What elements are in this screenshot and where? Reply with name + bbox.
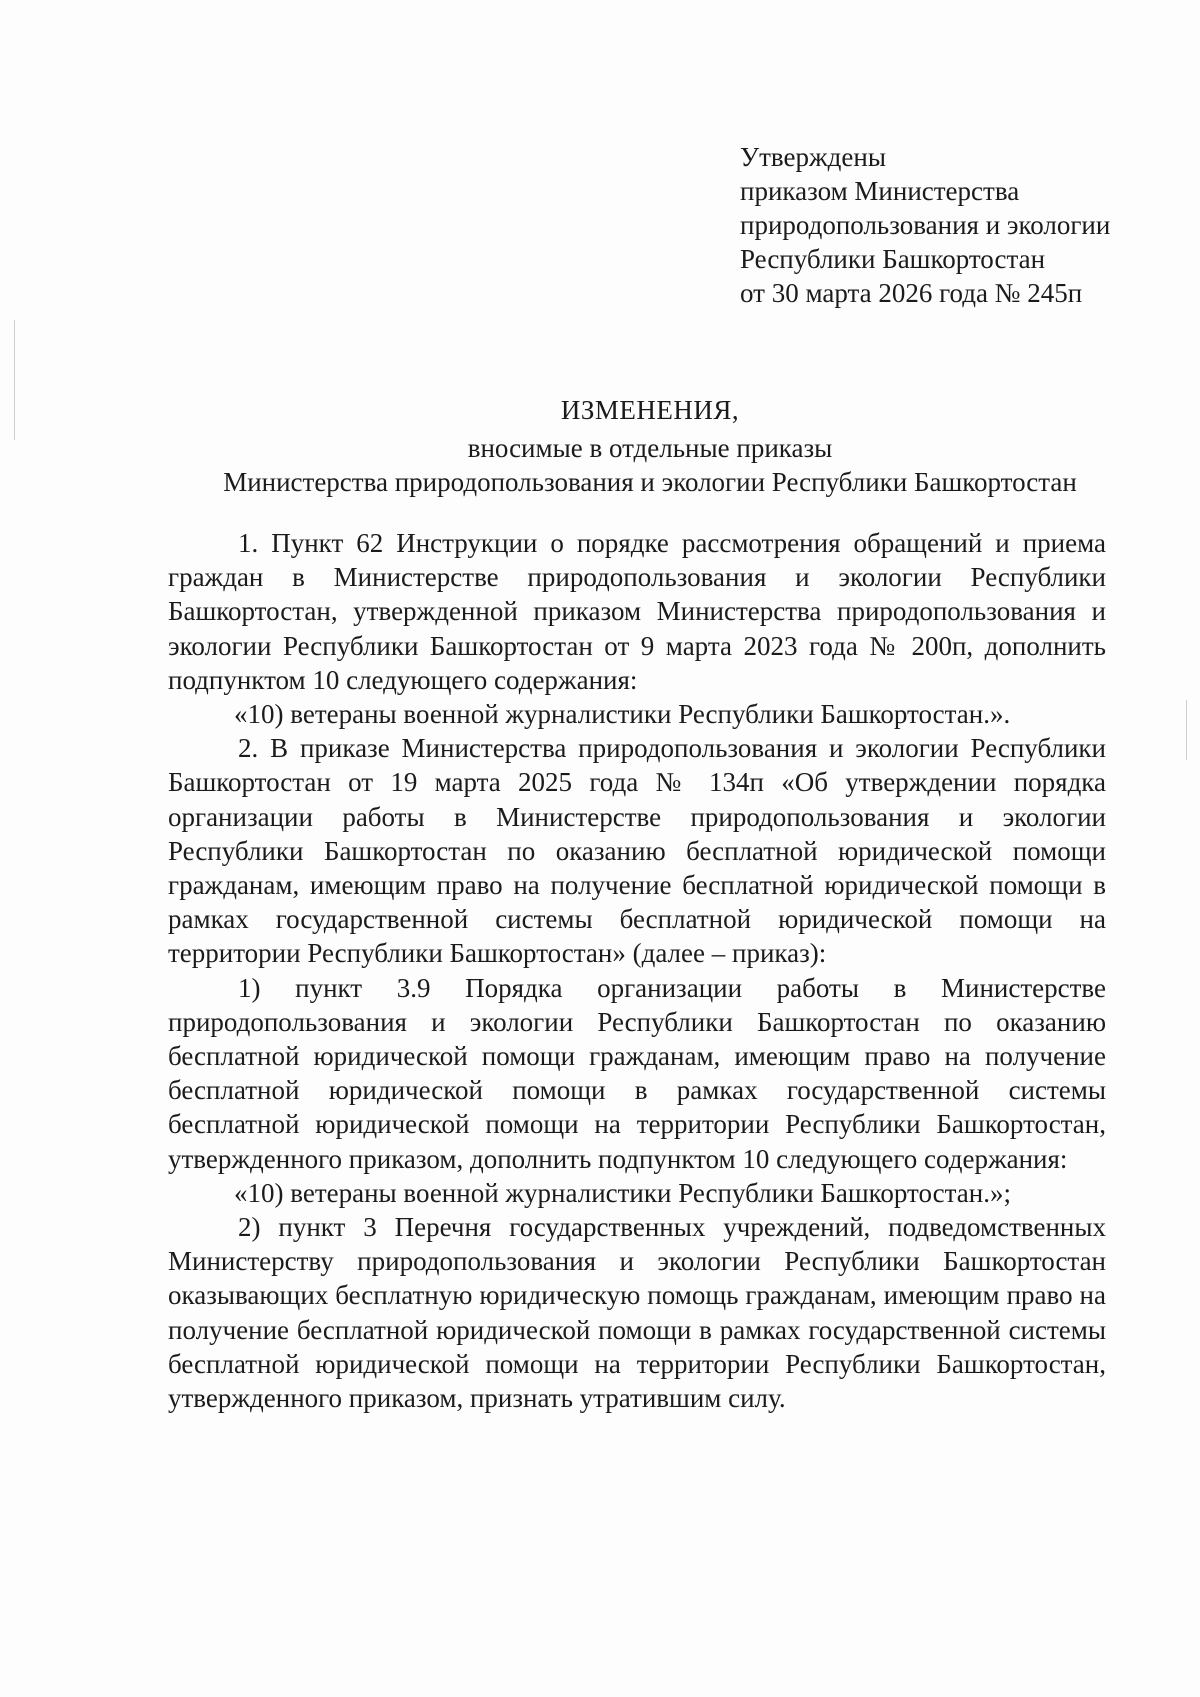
scan-artifact [1186, 700, 1187, 760]
document-subtitle: вносимые в отдельные приказы [467, 433, 833, 463]
approval-line: природопользования и экологии [740, 210, 1111, 240]
approval-line: Утверждены [740, 142, 886, 172]
scan-artifact [14, 320, 15, 440]
subparagraph-1: 1) пункт 3.9 Порядка организации работы в Министерстве природопользования и экологии Республики Башкортостан по оказанию бесплатной юридической помощи гражданам, имеющим право на получение бесплатной юридической помощи в рамках государственной системы бесплатной юридической помощи на территории Республики Башкортостан, утвержденного приказом, дополнить подпунктом 10 следующего содержания: [168, 972, 1106, 1174]
document-body [168, 526, 1106, 1415]
paragraph-1: 1. Пункт 62 Инструкции о порядке рассмотрения обращений и приема граждан в Министерстве природопользования и экологии Республики Башкортостан, утвержденной приказом Министерства природопользования и экологии Республики Башкортостан от 9 марта 2023 года № 200п, дополнить подпунктом 10 следующего содержания: [168, 528, 1106, 695]
document-title: ИЗМЕНЕНИЯ, [560, 395, 740, 425]
document-subtitle: Министерства природопользования и экологии Республики Башкортостан [223, 467, 1077, 497]
approval-block [740, 140, 1110, 310]
subparagraph-2: 2) пункт 3 Перечня государственных учреждений, подведомственных Министерству природопользования и экологии Республики Башкортостан оказывающих бесплатную юридическую помощь гражданам, имеющим право на получение бесплатной юридической помощи в рамках государственной системы бесплатной юридической помощи на территории Республики Башкортостан, утвержденного приказом, признать утратившим силу. [168, 1212, 1106, 1414]
approval-line: приказом Министерства [740, 176, 1020, 206]
approval-line: от 30 марта 2026 года № 245п [740, 278, 1083, 308]
quote-paragraph: «10) ветераны военной журналистики Республики Башкортостан.». [234, 699, 1011, 730]
paragraph-2: 2. В приказе Министерства природопользования и экологии Республики Башкортостан от 19 марта 2025 года № 134п «Об утверждении порядка организации работы в Министерстве природопользования и экологии Республики Башкортостан по оказанию бесплатной юридической помощи гражданам, имеющим право на получение бесплатной юридической помощи в рамках государственной системы бесплатной юридической помощи на территории Республики Башкортостан» (далее – приказ): [168, 733, 1106, 969]
quote-paragraph: «10) ветераны военной журналистики Республики Башкортостан.»; [234, 1177, 1011, 1208]
approval-line: Республики Башкортостан [740, 244, 1046, 274]
